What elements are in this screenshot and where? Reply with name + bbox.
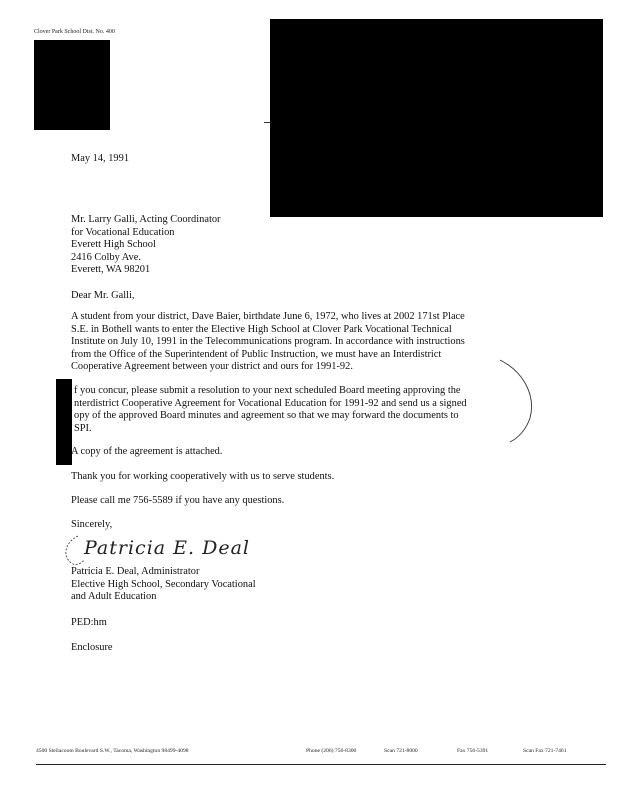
paragraph-line: opy of the approved Board minutes and agreement so that we may forward the documents to — [74, 410, 459, 422]
handwritten-bracket-mark — [490, 356, 540, 446]
recipient-line: Everett, WA 98201 — [71, 264, 151, 276]
salutation: Dear Mr. Galli, — [71, 290, 135, 301]
paragraph-line: A student from your district, Dave Baier, birthdate June 6, 1972, who lives at 2002 171st Place — [71, 311, 465, 322]
body-paragraph-2 — [74, 385, 467, 435]
closing: Sincerely, — [71, 519, 113, 530]
body-paragraph-5: Please call me 756-5589 if you have any questions. — [71, 495, 285, 506]
footer-address: 4500 Steilacoom Boulevard S.W., Tacoma, Washington 98499-4098 — [36, 748, 189, 754]
paragraph-line: S.E. in Bothell wants to enter the Elective High School at Clover Park Vocational Technical — [71, 323, 452, 335]
redaction-block-margin — [56, 379, 72, 465]
recipient-line: 2416 Colby Ave. — [71, 251, 141, 263]
typist-initials: PED:hm — [71, 617, 107, 628]
footer-fax: Fax 756-5391 — [457, 748, 489, 754]
paragraph-line: Cooperative Agreement between your district and ours for 1991-92. — [71, 361, 353, 373]
footer-scan: Scan 721-8000 — [384, 748, 418, 754]
body-paragraph-4: Thank you for working cooperatively with us to serve students. — [71, 471, 335, 482]
footer-rule — [36, 764, 606, 765]
paragraph-line: f you concur, please submit a resolution to your next scheduled Board meeting approving the — [74, 385, 461, 396]
recipient-address — [71, 214, 220, 277]
paragraph-line: SPI. — [74, 422, 92, 434]
recipient-line: Mr. Larry Galli, Acting Coordinator — [71, 214, 221, 225]
signer-line: and Adult Education — [71, 591, 157, 603]
redaction-block-letterhead — [270, 19, 603, 217]
signer-block — [71, 566, 256, 604]
handwritten-signature: Patricia E. Deal — [84, 537, 250, 559]
redaction-block-logo — [34, 40, 110, 130]
recipient-line: for Vocational Education — [71, 226, 175, 238]
paragraph-line: from the Office of the Superintendent of Public Instruction, we must have an Interdistrict — [71, 348, 442, 360]
letter-date: May 14, 1991 — [71, 153, 130, 164]
scan-artifact — [264, 122, 270, 123]
signer-line: Elective High School, Secondary Vocational — [71, 578, 256, 590]
letterhead-district-line: Clover Park School Dist. No. 400 — [34, 29, 115, 35]
paragraph-line: Institute on July 10, 1991 in the Telecommunications program. In accordance with instructions — [71, 336, 465, 348]
paragraph-line: nterdistrict Cooperative Agreement for Vocational Education for 1991-92 and send us a signed — [74, 397, 467, 409]
signer-line: Patricia E. Deal, Administrator — [71, 566, 200, 577]
body-paragraph-1 — [71, 311, 465, 374]
footer-scan-fax: Scan Fax 721-7461 — [523, 748, 567, 754]
enclosure-note: Enclosure — [71, 642, 113, 653]
recipient-line: Everett High School — [71, 239, 156, 251]
body-paragraph-3: A copy of the agreement is attached. — [71, 446, 223, 457]
footer-phone: Phone (206) 756-8300 — [306, 748, 357, 754]
